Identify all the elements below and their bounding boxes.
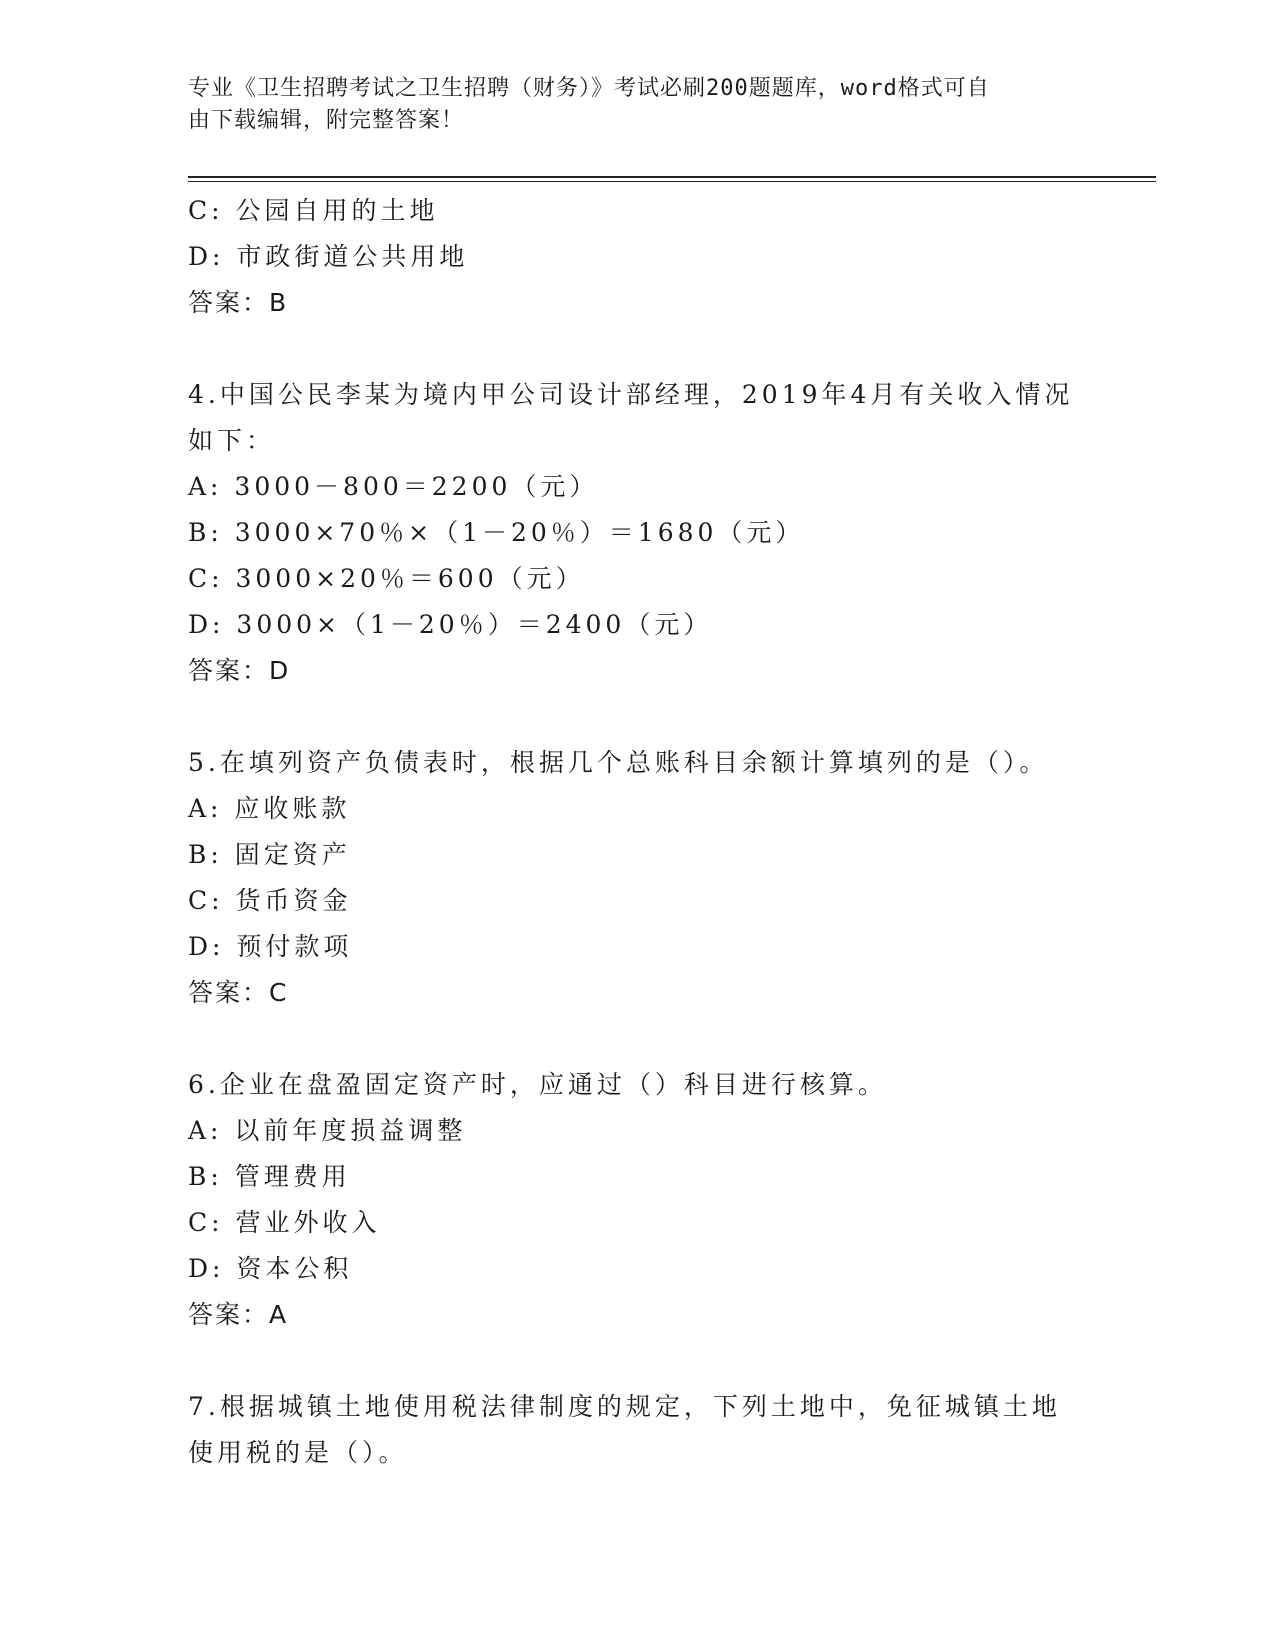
option-b: B: 管理费用 xyxy=(188,1162,351,1191)
option-a: A: 以前年度损益调整 xyxy=(188,1116,467,1145)
option-b: B: 3000×70％×（1－20％）＝1680（元） xyxy=(188,518,805,547)
option-c: C: 货币资金 xyxy=(188,886,352,915)
question-text: 7.根据城镇土地使用税法律制度的规定，下列土地中，免征城镇土地 xyxy=(188,1392,1061,1421)
spacer xyxy=(188,1338,1128,1384)
spacer xyxy=(188,694,1128,740)
question-list xyxy=(188,188,1128,1476)
answer: 答案：A xyxy=(188,1300,289,1329)
option-d: D: 预付款项 xyxy=(188,932,353,961)
answer: 答案：D xyxy=(188,656,291,685)
answer: 答案：B xyxy=(188,288,289,317)
spacer xyxy=(188,1016,1128,1062)
option-c: C: 营业外收入 xyxy=(188,1208,381,1237)
option-a: A: 应收账款 xyxy=(188,794,351,823)
question-text: 6.企业在盘盈固定资产时，应通过（）科目进行核算。 xyxy=(188,1070,887,1099)
header-line-2: 由下载编辑，附完整答案！ xyxy=(188,108,465,133)
spacer xyxy=(188,326,1128,372)
option-c: C: 3000×20％＝600（元） xyxy=(188,564,585,593)
question-text-cont: 如下： xyxy=(188,426,276,455)
question-text: 5.在填列资产负债表时，根据几个总账科目余额计算填列的是（）。 xyxy=(188,748,1049,777)
question-6 xyxy=(188,1062,1128,1338)
header-divider-thin xyxy=(188,181,1156,182)
option-a: A: 3000－800＝2200（元） xyxy=(188,472,599,501)
option-d: D: 3000×（1－20％）＝2400（元） xyxy=(188,610,713,639)
question-5 xyxy=(188,740,1128,1016)
option-c: C: 公园自用的土地 xyxy=(188,196,439,225)
question-7 xyxy=(188,1384,1128,1476)
question-3-tail xyxy=(188,188,1128,326)
header-line-1: 专业《卫生招聘考试之卫生招聘（财务）》考试必刷200题题库，word格式可自 xyxy=(188,76,990,101)
document-header xyxy=(188,73,1068,137)
question-text-cont: 使用税的是（）。 xyxy=(188,1438,408,1467)
option-d: D: 资本公积 xyxy=(188,1254,353,1283)
option-b: B: 固定资产 xyxy=(188,840,351,869)
answer: 答案：C xyxy=(188,978,289,1007)
option-d: D: 市政街道公共用地 xyxy=(188,242,469,271)
question-4 xyxy=(188,372,1128,694)
question-text: 4.中国公民李某为境内甲公司设计部经理，2019年4月有关收入情况 xyxy=(188,380,1074,409)
header-divider-thick xyxy=(188,176,1156,178)
